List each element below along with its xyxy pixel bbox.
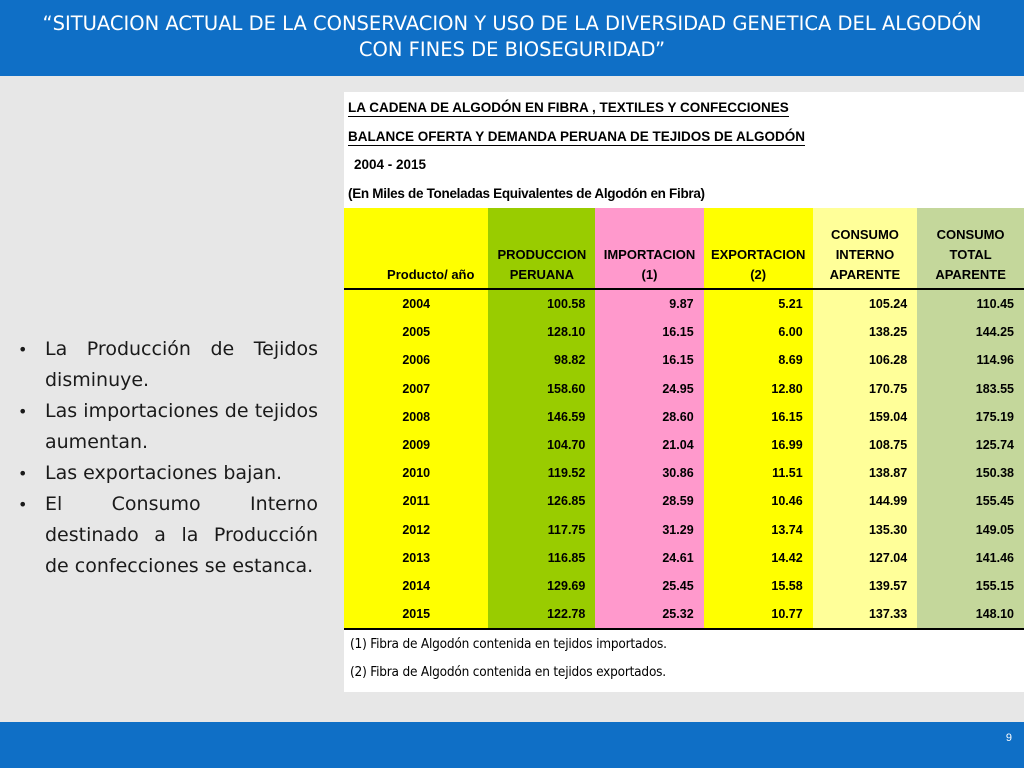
cell-produccion: 126.85 [488, 487, 595, 515]
table-body [344, 289, 1024, 629]
table-period: 2004 - 2015 [354, 157, 427, 172]
cell-year: 2012 [344, 516, 488, 544]
slide-title-line-1: “SITUACION ACTUAL DE LA CONSERVACION Y USO DE LA DIVERSIDAD GENETICA DEL ALGODÓN [42, 12, 982, 35]
bullet-item [18, 458, 318, 489]
cell-consumo_total: 150.38 [917, 459, 1024, 487]
cell-consumo_interno: 108.75 [813, 431, 918, 459]
bullet-dot-icon: • [18, 402, 28, 421]
column-header-line: CONSUMO [831, 227, 899, 242]
balance-table [344, 208, 1024, 630]
bullet-list [18, 334, 318, 582]
cell-importacion: 16.15 [595, 346, 703, 374]
cell-importacion: 28.60 [595, 403, 703, 431]
table-title: LA CADENA DE ALGODÓN EN FIBRA , TEXTILES Y CONFECCIONES [348, 100, 789, 115]
bullet-item [18, 334, 318, 396]
cell-produccion: 158.60 [488, 375, 595, 403]
table-row [344, 375, 1024, 403]
cell-produccion: 117.75 [488, 516, 595, 544]
cell-year: 2013 [344, 544, 488, 572]
column-header-consumo_interno [813, 208, 918, 289]
cell-year: 2007 [344, 375, 488, 403]
column-header-importacion [595, 208, 703, 289]
table-row [344, 289, 1024, 318]
cell-year: 2006 [344, 346, 488, 374]
cell-consumo_total: 149.05 [917, 516, 1024, 544]
cell-year: 2014 [344, 572, 488, 600]
cell-exportacion: 13.74 [704, 516, 813, 544]
cell-importacion: 30.86 [595, 459, 703, 487]
cell-exportacion: 10.46 [704, 487, 813, 515]
cell-consumo_interno: 106.28 [813, 346, 918, 374]
cell-produccion: 122.78 [488, 600, 595, 629]
cell-importacion: 25.32 [595, 600, 703, 629]
table-row [344, 431, 1024, 459]
table-units: (En Miles de Toneladas Equivalentes de Algodón en Fibra) [348, 186, 705, 201]
column-header-line: (2) [750, 267, 767, 282]
cell-consumo_interno: 139.57 [813, 572, 918, 600]
column-header-line: APARENTE [935, 267, 1006, 282]
cell-produccion: 146.59 [488, 403, 595, 431]
column-header-year [344, 208, 488, 289]
cell-consumo_total: 141.46 [917, 544, 1024, 572]
table-row [344, 516, 1024, 544]
cell-exportacion: 8.69 [704, 346, 813, 374]
cell-year: 2004 [344, 289, 488, 318]
balance-table-panel [344, 92, 1024, 692]
bullet-item [18, 489, 318, 582]
bullet-text: El Consumo Interno destinado a la Producción de confecciones se estanca. [45, 493, 318, 577]
cell-consumo_interno: 127.04 [813, 544, 918, 572]
column-header-produccion [488, 208, 595, 289]
cell-consumo_total: 110.45 [917, 289, 1024, 318]
cell-produccion: 116.85 [488, 544, 595, 572]
cell-consumo_interno: 138.25 [813, 318, 918, 346]
cell-exportacion: 15.58 [704, 572, 813, 600]
cell-year: 2008 [344, 403, 488, 431]
cell-exportacion: 16.99 [704, 431, 813, 459]
column-header-line: (1) [641, 267, 658, 282]
footnote-2: (2) Fibra de Algodón contenida en tejidos exportados. [350, 664, 666, 680]
column-header-line: PRODUCCION [497, 247, 587, 262]
cell-year: 2011 [344, 487, 488, 515]
cell-exportacion: 10.77 [704, 600, 813, 629]
cell-consumo_interno: 138.87 [813, 459, 918, 487]
table-header-row [344, 208, 1024, 289]
cell-importacion: 25.45 [595, 572, 703, 600]
cell-consumo_interno: 135.30 [813, 516, 918, 544]
slide-number: 9 [1005, 732, 1012, 744]
cell-importacion: 24.95 [595, 375, 703, 403]
column-header-line: EXPORTACION [710, 247, 806, 262]
bullet-text: Las exportaciones bajan. [45, 462, 283, 484]
bullet-item [18, 396, 318, 458]
column-header-line: IMPORTACION [603, 247, 696, 262]
bullet-text: La Producción de Tejidos disminuye. [45, 338, 318, 391]
cell-produccion: 129.69 [488, 572, 595, 600]
cell-importacion: 16.15 [595, 318, 703, 346]
table-row [344, 459, 1024, 487]
cell-importacion: 28.59 [595, 487, 703, 515]
footer-bar [0, 722, 1024, 768]
table-row [344, 487, 1024, 515]
table-subtitle: BALANCE OFERTA Y DEMANDA PERUANA DE TEJIDOS DE ALGODÓN [348, 129, 806, 144]
cell-consumo_interno: 105.24 [813, 289, 918, 318]
cell-produccion: 128.10 [488, 318, 595, 346]
cell-consumo_interno: 137.33 [813, 600, 918, 629]
column-header-line: Producto/ año [387, 267, 475, 282]
cell-consumo_total: 175.19 [917, 403, 1024, 431]
bullet-text: Las importaciones de tejidos aumentan. [45, 400, 318, 453]
column-header-consumo_total [917, 208, 1024, 289]
cell-consumo_total: 144.25 [917, 318, 1024, 346]
cell-year: 2010 [344, 459, 488, 487]
bullet-dot-icon: • [18, 495, 28, 514]
cell-consumo_total: 183.55 [917, 375, 1024, 403]
table-row [344, 318, 1024, 346]
table-row [344, 544, 1024, 572]
cell-exportacion: 12.80 [704, 375, 813, 403]
cell-produccion: 100.58 [488, 289, 595, 318]
column-header-line: INTERNO [835, 247, 895, 262]
cell-consumo_total: 155.45 [917, 487, 1024, 515]
cell-importacion: 21.04 [595, 431, 703, 459]
cell-consumo_total: 125.74 [917, 431, 1024, 459]
table-row [344, 346, 1024, 374]
footnote-1: (1) Fibra de Algodón contenida en tejidos importados. [350, 636, 667, 652]
bullet-dot-icon: • [18, 464, 28, 483]
table-row [344, 600, 1024, 629]
title-bar [0, 0, 1024, 76]
column-header-line: APARENTE [829, 267, 901, 282]
cell-year: 2015 [344, 600, 488, 629]
cell-consumo_total: 155.15 [917, 572, 1024, 600]
cell-consumo_total: 114.96 [917, 346, 1024, 374]
cell-consumo_total: 148.10 [917, 600, 1024, 629]
cell-produccion: 98.82 [488, 346, 595, 374]
bullet-dot-icon: • [18, 340, 28, 359]
cell-year: 2005 [344, 318, 488, 346]
cell-importacion: 24.61 [595, 544, 703, 572]
cell-produccion: 104.70 [488, 431, 595, 459]
slide-title-line-2: CON FINES DE BIOSEGURIDAD” [358, 38, 666, 61]
cell-year: 2009 [344, 431, 488, 459]
cell-exportacion: 6.00 [704, 318, 813, 346]
column-header-line: TOTAL [949, 247, 992, 262]
cell-exportacion: 16.15 [704, 403, 813, 431]
cell-consumo_interno: 144.99 [813, 487, 918, 515]
column-header-exportacion [704, 208, 813, 289]
cell-consumo_interno: 159.04 [813, 403, 918, 431]
cell-consumo_interno: 170.75 [813, 375, 918, 403]
cell-exportacion: 5.21 [704, 289, 813, 318]
cell-exportacion: 14.42 [704, 544, 813, 572]
cell-importacion: 9.87 [595, 289, 703, 318]
table-row [344, 403, 1024, 431]
table-row [344, 572, 1024, 600]
cell-importacion: 31.29 [595, 516, 703, 544]
column-header-line: CONSUMO [936, 227, 1005, 242]
cell-produccion: 119.52 [488, 459, 595, 487]
cell-exportacion: 11.51 [704, 459, 813, 487]
column-header-line: PERUANA [509, 267, 575, 282]
